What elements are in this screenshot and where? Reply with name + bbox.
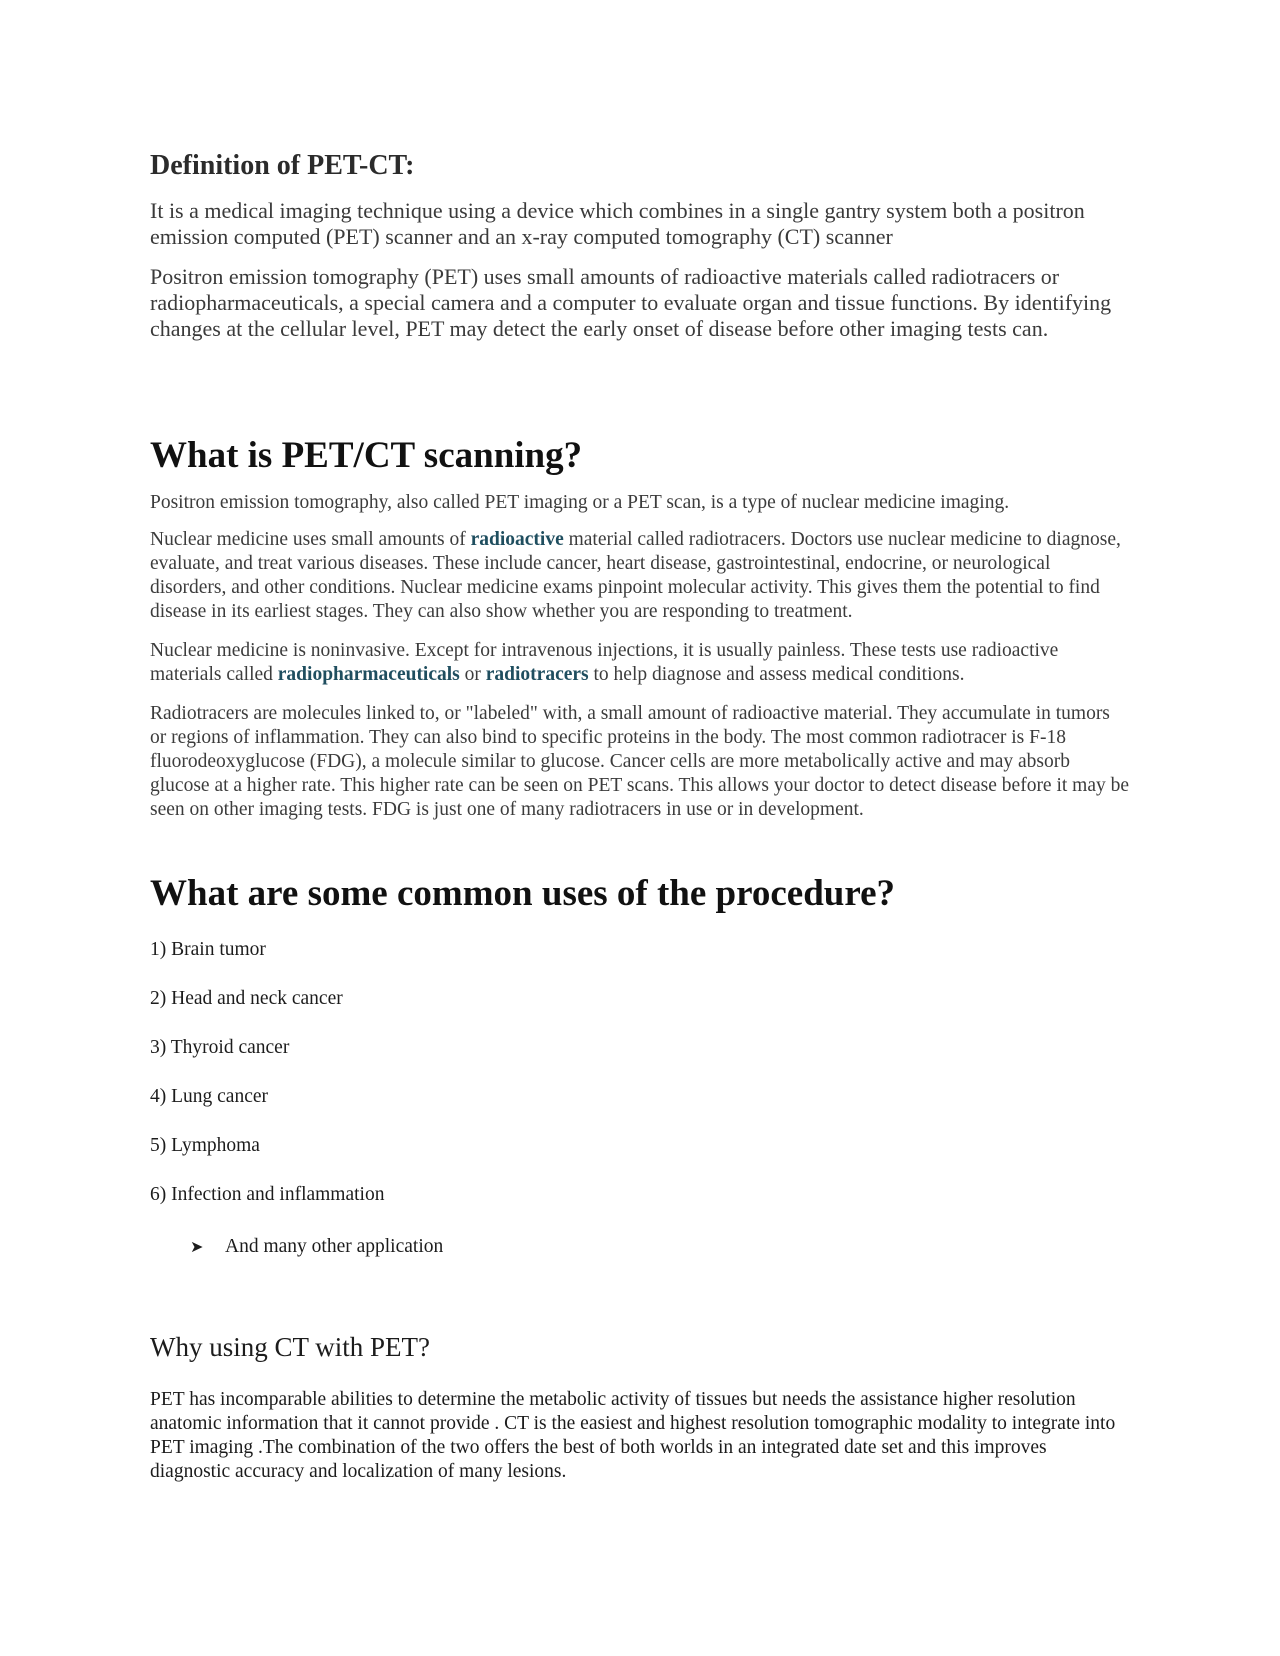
- pet-ct-paragraph-2-text-b: material called radiotracers. Doctors use nuclear medicine to diagnose, evaluate, and treat various diseases. These include cancer, heart disease, gastrointestinal, endocrine, or neurological disorders, and other conditions. Nuclear medicine exams pinpoint molecular activity. This gives them the potential to find disease in its earliest stages. They can also show whether you are responding to treatment.: [150, 529, 1121, 622]
- why-paragraph: PET has incomparable abilities to determine the metabolic activity of tissues but needs the assistance higher resolution anatomic information that it cannot provide . CT is the easiest and highest resolution tomographic modality to integrate into PET imaging .The combination of the two offers the best of both worlds in an integrated date set and this improves diagnostic accuracy and localization of many lesions.: [150, 1389, 1116, 1482]
- pet-ct-paragraph-3-text-c: to help diagnose and assess medical conditions.: [588, 664, 965, 685]
- bullet-item: [190, 1235, 443, 1259]
- pet-ct-heading: What is PET/CT scanning?: [150, 435, 583, 476]
- definition-paragraph-1: It is a medical imaging technique using a device which combines in a single gantry system both a positron emission computed (PET) scanner and an x-ray computed tomography (CT) scanner: [150, 198, 1085, 249]
- uses-heading: What are some common uses of the procedure?: [150, 873, 896, 914]
- why-heading: Why using CT with PET?: [150, 1332, 430, 1362]
- pet-ct-paragraph-3-text-a: Nuclear medicine is noninvasive. Except for intravenous injections, it is usually painless. These tests use radioactive materials called: [150, 640, 1059, 685]
- radiotracers-link[interactable]: radiotracers: [485, 664, 589, 685]
- list-item: 2) Head and neck cancer: [150, 988, 343, 1009]
- pet-ct-paragraph-4: Radiotracers are molecules linked to, or "labeled" with, a small amount of radioactive material. They accumulate in tumors or regions of inflammation. They can also bind to specific proteins in the body. The most common radiotracer is F-18 fluorodeoxyglucose (FDG), a molecule similar to glucose. Cancer cells are more metabolically active and may absorb glucose at a higher rate. This higher rate can be seen on PET scans. This allows your doctor to detect disease before it may be seen on other imaging tests. FDG is just one of many radiotracers in use or in development.: [150, 703, 1130, 820]
- list-item: 6) Infection and inflammation: [150, 1184, 385, 1205]
- pet-ct-paragraph-2: [150, 528, 1130, 624]
- list-item: 1) Brain tumor: [150, 939, 266, 960]
- pet-ct-paragraph-2-text-a: Nuclear medicine uses small amounts of: [150, 529, 471, 550]
- definition-heading: Definition of PET-CT:: [150, 150, 415, 181]
- list-item: 3) Thyroid cancer: [150, 1037, 290, 1058]
- pet-ct-paragraph-3-text-b: or: [459, 664, 486, 685]
- bullet-text: And many other application: [225, 1236, 444, 1257]
- radioactive-link[interactable]: radioactive: [470, 529, 564, 550]
- definition-paragraph-2: Positron emission tomography (PET) uses small amounts of radioactive materials called radiotracers or radiopharmaceuticals, a special camera and a computer to evaluate organ and tissue functions. By identifying changes at the cellular level, PET may detect the early onset of disease before other imaging tests can.: [150, 264, 1112, 341]
- pet-ct-paragraph-3: [150, 639, 1130, 687]
- uses-list: [150, 938, 384, 1232]
- arrow-bullet-icon: ➤: [190, 1237, 204, 1256]
- list-item: 4) Lung cancer: [150, 1086, 269, 1107]
- list-item: 5) Lymphoma: [150, 1135, 260, 1156]
- radiopharmaceuticals-link[interactable]: radiopharmaceuticals: [277, 664, 460, 685]
- pet-ct-paragraph-1: Positron emission tomography, also called PET imaging or a PET scan, is a type of nuclear medicine imaging.: [150, 492, 1010, 513]
